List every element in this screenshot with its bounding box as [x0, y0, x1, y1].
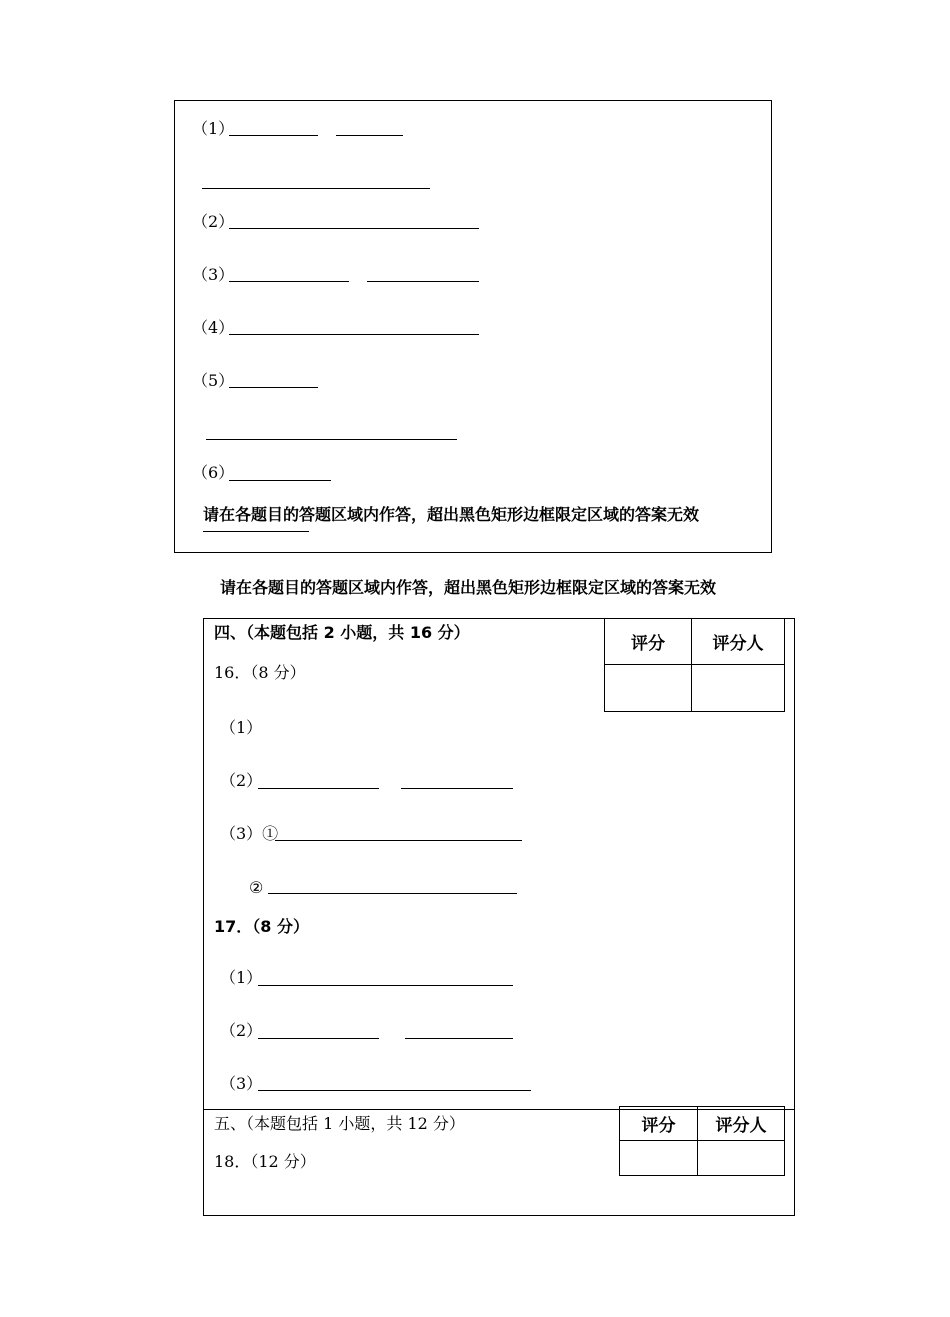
q16-p3b-label: ② — [249, 878, 264, 897]
q3-blank-a[interactable] — [229, 281, 349, 282]
q17-p3-blank[interactable] — [258, 1090, 531, 1091]
scorer-cell[interactable] — [692, 665, 785, 712]
section4-score-table — [604, 618, 785, 712]
score-label: 评分 — [605, 619, 692, 665]
q5-blank-b[interactable] — [206, 439, 457, 440]
box1-notice: 请在各题目的答题区域内作答，超出黑色矩形边框限定区域的答案无效 — [203, 505, 700, 524]
score-label: 评分 — [620, 1107, 698, 1141]
q4-label: （4） — [192, 318, 235, 337]
q2-blank[interactable] — [229, 228, 479, 229]
q5-label: （5） — [192, 371, 235, 390]
answer-area-notice: 请在各题目的答题区域内作答，超出黑色矩形边框限定区域的答案无效 — [220, 578, 717, 597]
q2-label: （2） — [192, 212, 235, 231]
q5-blank-a[interactable] — [229, 387, 318, 388]
q1-blank-a[interactable] — [229, 135, 318, 136]
q17-p1-blank[interactable] — [258, 985, 513, 986]
q16-p2-label: （2） — [220, 771, 263, 790]
q16-p2-blank-a[interactable] — [258, 788, 379, 789]
score-cell[interactable] — [620, 1141, 698, 1176]
q17-p2-blank-b[interactable] — [405, 1038, 513, 1039]
q16-p1-label: （1） — [220, 718, 263, 737]
q16-p3-label: （3）① — [220, 824, 279, 843]
answer-box-1 — [174, 100, 772, 553]
q1-label: （1） — [192, 119, 235, 138]
q3-blank-b[interactable] — [367, 281, 479, 282]
q17-title: 17．（8 分） — [214, 917, 309, 936]
q6-label: （6） — [192, 463, 235, 482]
scorer-cell[interactable] — [698, 1141, 785, 1176]
scorer-label: 评分人 — [692, 619, 785, 665]
q1-blank-c[interactable] — [202, 188, 430, 189]
q16-p3-blank-1[interactable] — [275, 840, 522, 841]
scorer-label: 评分人 — [698, 1107, 785, 1141]
q4-blank[interactable] — [229, 334, 479, 335]
q1-blank-b[interactable] — [336, 135, 403, 136]
q16-p3-blank-2[interactable] — [268, 893, 517, 894]
q16-p2-blank-b[interactable] — [401, 788, 513, 789]
q16-title: 16．（8 分） — [214, 663, 306, 682]
q17-p2-blank-a[interactable] — [258, 1038, 379, 1039]
section5-score-table — [619, 1106, 785, 1176]
score-cell[interactable] — [605, 665, 692, 712]
section4-header: 四、（本题包括 2 小题，共 16 分） — [214, 623, 470, 642]
q6-blank-a[interactable] — [229, 480, 331, 481]
q3-label: （3） — [192, 265, 235, 284]
section5-header: 五、（本题包括 1 小题，共 12 分） — [214, 1114, 465, 1133]
q17-p1-label: （1） — [220, 968, 263, 987]
q6-blank-b[interactable] — [203, 531, 309, 532]
q17-p3-label: （3） — [220, 1074, 263, 1093]
q17-p2-label: （2） — [220, 1021, 263, 1040]
q18-title: 18．（12 分） — [214, 1152, 316, 1171]
